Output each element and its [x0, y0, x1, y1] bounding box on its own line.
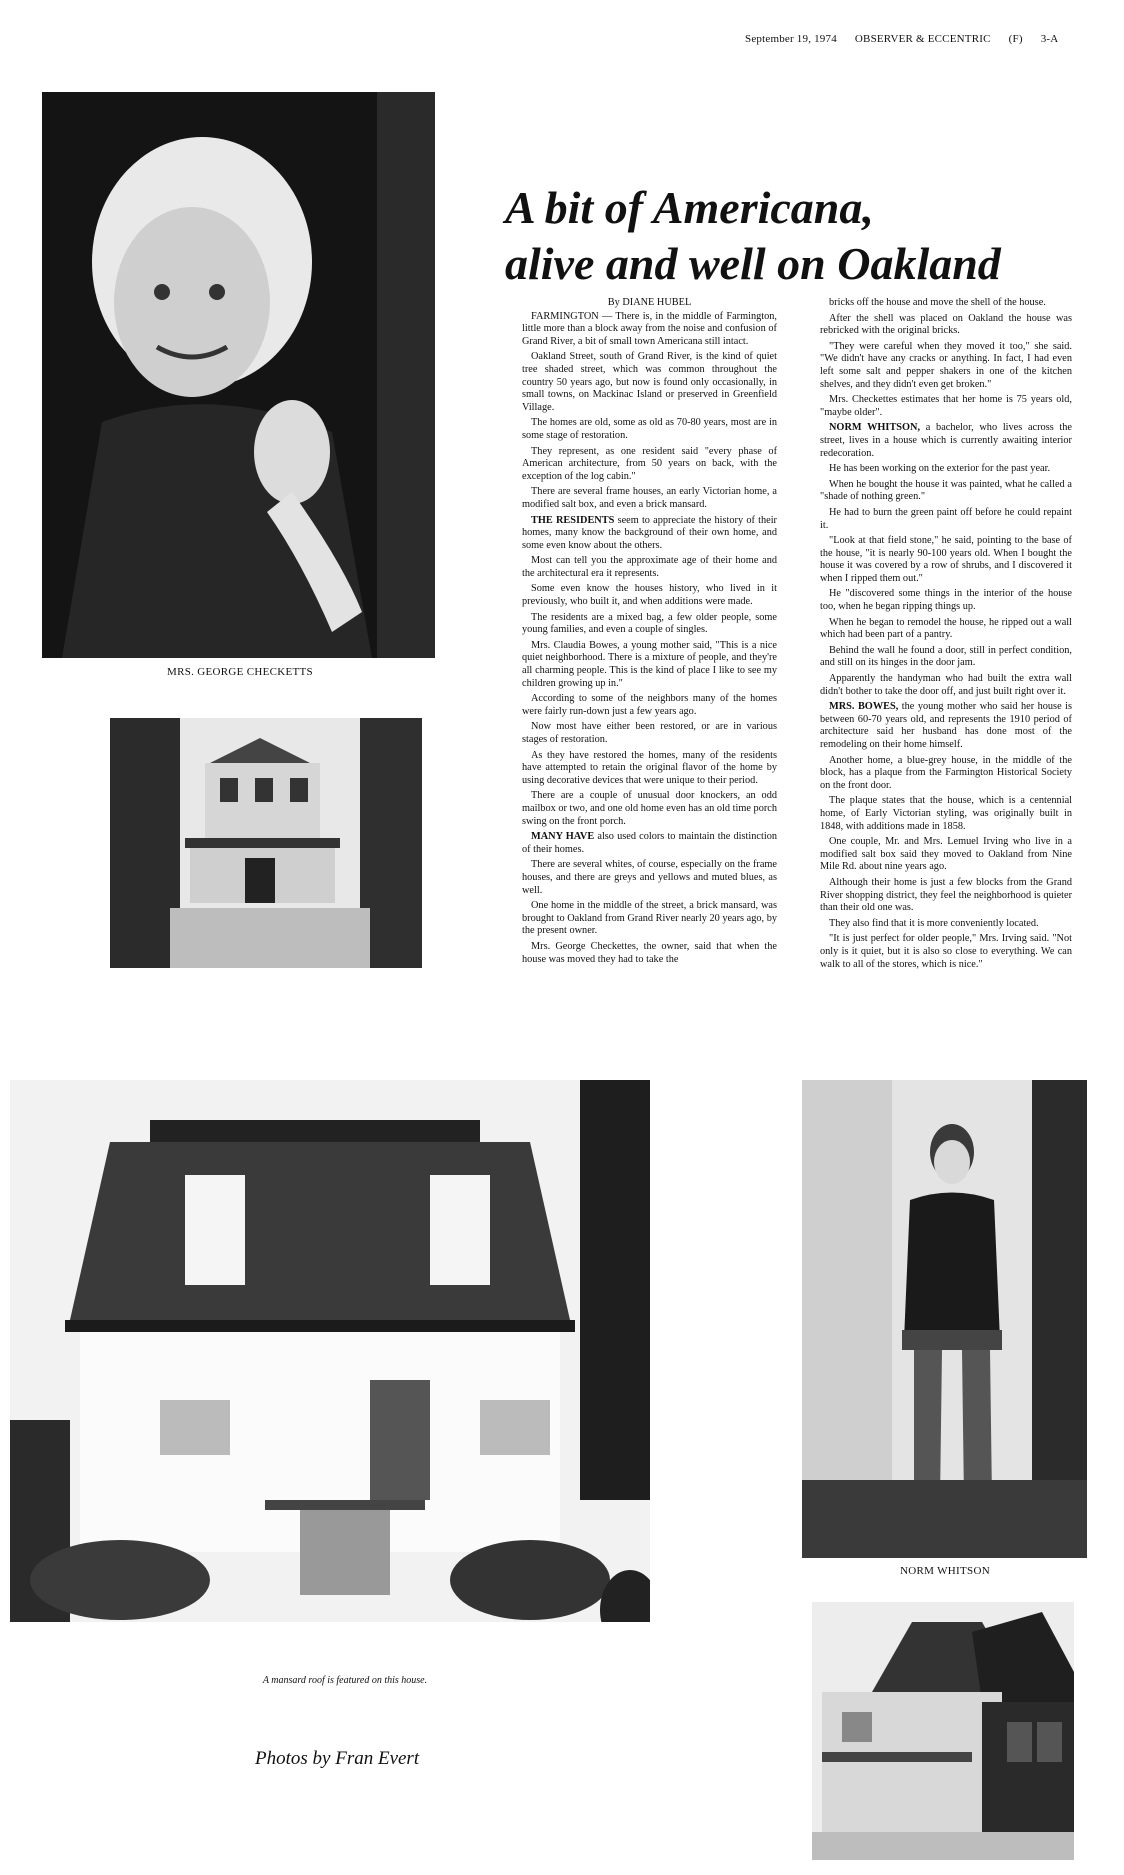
article-paragraph [820, 507, 1072, 532]
article-paragraph [820, 297, 1072, 310]
paragraph-text: He had to burn the green paint off before he could repaint it. [820, 506, 1072, 531]
article-paragraph [820, 795, 1072, 833]
paragraph-text: The residents are a mixed bag, a few older people, some young families, and even a couple of singles. [522, 611, 777, 636]
article-column-1 [522, 297, 777, 1017]
paragraph-text: "They were careful when they moved it too," she said. "We didn't have any cracks or anything. In fact, I had even left some salt and pepper shakers in one of the kitchen shelves, and they didn't even get broken." [820, 340, 1072, 390]
paragraph-text: He "discovered some things in the interior of the house too, when he began ripping things up. [820, 588, 1072, 613]
paragraph-text: bricks off the house and move the shell of the house. [829, 297, 1046, 308]
paragraph-text: According to some of the neighbors many of the homes were fairly run-down just a few years ago. [522, 693, 777, 717]
paragraph-text: The plaque states that the house, which is a centennial home, of Early Victorian styling, was originally built in 1848, with additions made in 1858. [820, 795, 1072, 832]
paragraph-text: Oakland Street, south of Grand River, is the kind of quiet tree shaded street, which was common throughout the country 50 years ago, but now is found only occasionally, in small towns, on Mackinac Island or preserved in Greenfield Village. [522, 351, 777, 413]
article-paragraph [522, 417, 777, 442]
masthead [745, 33, 1115, 49]
article-paragraph [820, 701, 1072, 751]
article-paragraph [522, 859, 777, 897]
paragraph-lead: MANY HAVE [531, 831, 595, 843]
article-paragraph [522, 311, 777, 349]
paragraph-lead: MRS. BOWES, [829, 701, 899, 713]
article-paragraph [522, 515, 777, 553]
paragraph-text: a bachelor, who lives across the street, lives in a house which is currently awaiting interior redecoration. [820, 422, 1072, 459]
paragraph-lead: THE RESIDENTS [531, 514, 615, 526]
article-paragraph [820, 588, 1072, 613]
article-paragraph [820, 422, 1072, 460]
paragraph-text: One home in the middle of the street, a brick mansard, was brought to Oakland from Grand River nearly 20 years ago, by the present owner. [522, 900, 777, 937]
paragraph-text: The homes are old, some as old as 70-80 years, most are in some stage of restoration. [522, 417, 777, 441]
portrait-caption: MRS. GEORGE CHECKETTS [167, 666, 313, 678]
edition-mark: (F) [1008, 33, 1023, 45]
paragraph-text: Another home, a blue-grey house, in the middle of the block, has a plaque from the Farmington Historical Society on the front door. [820, 754, 1072, 791]
article-paragraph [820, 673, 1072, 698]
article-paragraph [820, 877, 1072, 915]
article-paragraph [522, 555, 777, 580]
photo-credits: Photos by Fran Evert [255, 1748, 420, 1769]
article-paragraph [522, 721, 777, 746]
mansard-caption: A mansard roof is featured on this house. [262, 1675, 428, 1686]
article-paragraph [522, 583, 777, 608]
victorian-house-photo [812, 1602, 1074, 1860]
paragraph-text: Now most have either been restored, or are in various stages of restoration. [522, 721, 777, 745]
article-paragraph [522, 750, 777, 788]
article-paragraph [820, 836, 1072, 874]
paragraph-text: Mrs. George Checkettes, the owner, said that when the house was moved they had to take the [522, 940, 777, 965]
headline [505, 180, 1105, 292]
paragraph-text: Some even know the houses history, who lived in it previously, who built it, and when additions were made. [522, 583, 777, 608]
whitson-caption: NORM WHITSON [900, 1565, 990, 1577]
article-paragraph [820, 933, 1072, 971]
article-paragraph [522, 790, 777, 828]
article-paragraph [820, 645, 1072, 670]
paragraph-text: seem to appreciate the history of their homes, many know the background of their own home, and some even know about the others. [522, 514, 777, 551]
article-paragraph [522, 612, 777, 637]
paragraph-text: There are several whites, of course, especially on the frame houses, and there are greys and yellows and muted blues, as well. [522, 859, 777, 896]
paragraph-text: When he began to remodel the house, he ripped out a wall which had been part of a pantry. [820, 616, 1072, 641]
paragraph-text: Most can tell you the approximate age of their home and the architectural era it represents. [522, 555, 777, 579]
byline: By DIANE HUBEL [607, 297, 692, 308]
article-paragraph [522, 640, 777, 690]
paragraph-text: There are a couple of unusual door knockers, an odd mailbox or two, and one old home even has an old time porch swing on the front porch. [522, 790, 777, 827]
article-paragraph [820, 755, 1072, 793]
paragraph-text: "It is just perfect for older people," Mrs. Irving said. "Not only is it quiet, but it is also so close to everything. We can walk to all of the stores, which is nice." [820, 933, 1072, 970]
article-paragraph [820, 313, 1072, 338]
paragraph-text: One couple, Mr. and Mrs. Lemuel Irving who live in a modified salt box said they moved to Oakland from Nine Mile Rd. about nine years ago. [820, 836, 1072, 873]
article-column-2 [820, 297, 1072, 1017]
paragraph-text: Although their home is just a few blocks from the Grand River shopping district, they feel the neighborhood is quieter than their old one was. [820, 876, 1072, 914]
paragraph-text: After the shell was placed on Oakland the house was rebricked with the original bricks. [820, 312, 1072, 337]
article-paragraph [522, 446, 777, 484]
mansard-house-photo [10, 1080, 650, 1622]
article-paragraph [820, 617, 1072, 642]
paper-name: OBSERVER & ECCENTRIC [854, 33, 991, 45]
article-paragraph [820, 341, 1072, 391]
article-paragraph [522, 351, 777, 414]
article-paragraph [522, 486, 777, 511]
paragraph-text: Mrs. Claudia Bowes, a young mother said, "This is a nice quiet neighborhood. There is a mixture of people, and they're all charming people. This is the kind of place I like to see my children growing up in." [522, 639, 777, 689]
article-paragraph [522, 941, 777, 966]
whitson-photo [802, 1080, 1087, 1558]
article-paragraph [820, 918, 1072, 931]
paragraph-text: FARMINGTON — There is, in the middle of Farmington, little more than a block away from the noise and confusion of Grand River, a bit of small town Americana still intact. [522, 310, 777, 347]
paragraph-text: Mrs. Checkettes estimates that her home is 75 years old, "maybe older". [820, 394, 1072, 418]
portrait-photo [42, 92, 435, 658]
issue-date: September 19, 1974 [745, 33, 837, 45]
paragraph-text: They represent, as one resident said "every phase of American architecture, from 50 years on back, with the exception of the log cabin." [522, 445, 777, 482]
headline-line-1: A bit of Americana, [505, 182, 874, 233]
article-paragraph [522, 831, 777, 856]
headline-line-2: alive and well on Oakland [505, 238, 1001, 289]
paragraph-lead: NORM WHITSON, [829, 422, 921, 434]
paragraph-text: When he bought the house it was painted, what he called a "shade of nothing green." [820, 478, 1072, 503]
paragraph-text: There are several frame houses, an early Victorian home, a modified salt box, and even a brick mansard. [522, 486, 777, 510]
paragraph-text: the young mother who said her house is between 60-70 years old, and represents the 1910 period of architecture said her husband has done most of the remodeling on their home himself. [820, 701, 1072, 750]
paragraph-text: They also find that it is more conveniently located. [829, 917, 1039, 929]
paragraph-text: As they have restored the homes, many of the residents have attempted to retain the original flavor of the home by using decorative devices that were unique to their period. [522, 749, 777, 786]
paragraph-text: Apparently the handyman who had built the extra wall didn't bother to take the door off, and just built right over it. [820, 673, 1072, 697]
paragraph-text: He has been working on the exterior for the past year. [829, 463, 1051, 475]
article-paragraph [820, 394, 1072, 419]
article-paragraph [820, 535, 1072, 585]
article-paragraph [820, 463, 1072, 476]
article-paragraph [820, 479, 1072, 504]
article-paragraph [522, 900, 777, 938]
paragraph-text: Behind the wall he found a door, still in perfect condition, and still on its hinges in the door jam. [820, 644, 1072, 669]
paragraph-text: also used colors to maintain the distinction of their homes. [522, 831, 777, 855]
paragraph-text: "Look at that field stone," he said, pointing to the base of the house, "it is nearly 90-100 years old. When I bought the house it was covered by a row of shrubs, and I discovered it when I ripped them out." [820, 535, 1072, 584]
article-paragraph [522, 693, 777, 718]
page-number: 3-A [1040, 33, 1059, 45]
frame-house-photo [110, 718, 422, 968]
